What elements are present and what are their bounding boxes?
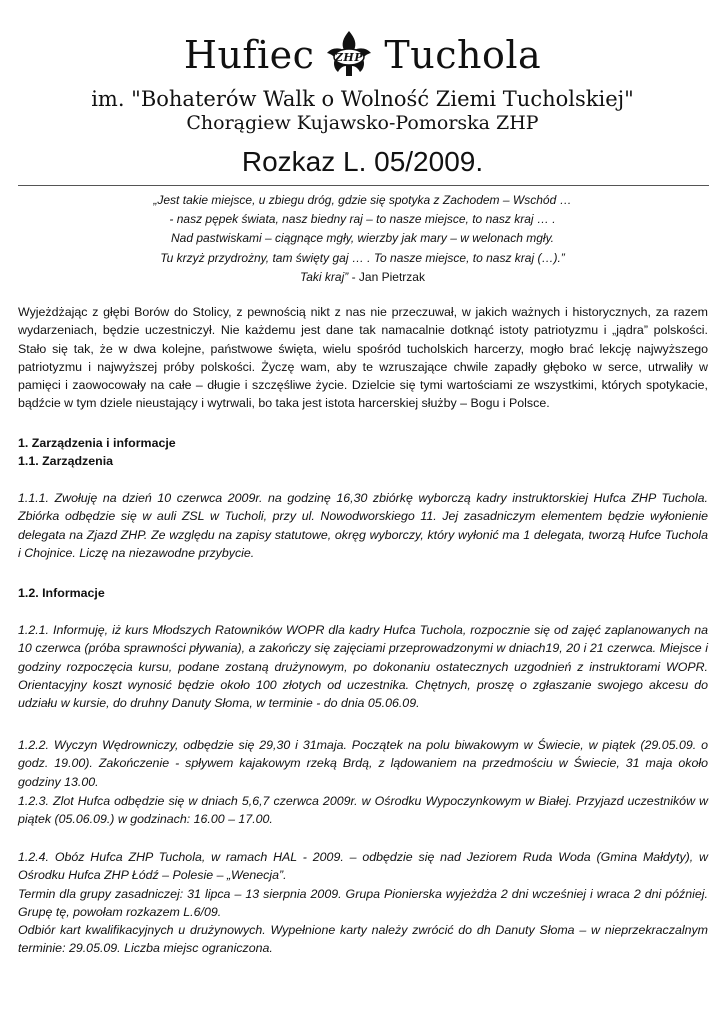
motto-line: - nasz pępek świata, nasz biedny raj – to nasze miejsce, to nasz kraj … . — [169, 212, 556, 227]
section-1-heading — [18, 434, 708, 471]
intro-text: Wyjeżdżając z głębi Borów do Stolicy, z pewnością nikt z nas nie przeczuwał, w jakich ważnych i historycznych, za razem wydarzeniach, będzie uczestniczył. Nie każdemu jest dane tak namacalnie dotknąć istoty patriotyzmu i „jądra” polskości. Stało się tak, że w dwa kolejne, państwowe święta, wielu spośród tucholskich harcerzy, mogło brać lekcję najwyższego patriotyzmu i najwyższej próby polskości. Życzę wam, aby te wzruszające chwile zapadły głęboko w serce, utrwaliły w pamięci i zaowocowały na całe – długie i szczęśliwe życie. Dzielcie się tymi wartościami ze wszystkimi, których spotykacie, bądźcie w tym dziele nieustający i wytrwali, bo taka jest istota harcerskiej służby – Bogu i Polsce. — [18, 305, 708, 411]
item-text: 1.2.4. Obóz Hufca ZHP Tuchola, w ramach HAL - 2009. – odbędzie się nad Jeziorem Ruda Woda (Gmina Małdyty), w Ośrodku Hufca ZHP Łódź – Polesie – „Wenecja”. — [18, 850, 708, 883]
item-1-2-3 — [18, 792, 708, 829]
item-1-2-4 — [18, 848, 708, 958]
intro-paragraph — [18, 303, 708, 413]
letterhead-title — [0, 28, 725, 82]
letterhead-subtitle-patron: im. "Bohaterów Walk o Wolność Ziemi Tucholskiej" — [91, 87, 634, 111]
letterhead — [0, 28, 725, 134]
item-text: 1.2.2. Wyczyn Wędrowniczy, odbędzie się 29,30 i 31maja. Początek na polu biwakowym w Świecie, w piątek (29.05.09. o godz. 19.00). Zakończenie - spływem kajakowym rzeką Brdą, z lądowaniem na przedmościu w Świecie, 31 maja około godziny 13.00. — [18, 738, 708, 789]
item-text: Odbiór kart kwalifikacyjnych u drużynowych. Wypełnione karty należy zwrócić do dh Danuty Słoma – w nieprzekraczalnym terminie: 29.05.09. Liczba miejsc ograniczona. — [18, 923, 708, 956]
motto-quote — [0, 191, 725, 287]
zhp-emblem-icon — [322, 28, 376, 82]
motto-line: Tu krzyż przydrożny, tam święty gaj … . To nasze miejsce, to nasz kraj (…).” — [160, 250, 565, 265]
motto-line-last — [0, 268, 725, 287]
motto-author: - Jan Pietrzak — [348, 269, 425, 284]
item-1-1-1 — [18, 489, 708, 562]
section-heading: 1. Zarządzenia i informacje — [18, 436, 176, 450]
letterhead-title-left: Hufiec — [183, 33, 315, 77]
motto-closing: Taki kraj” — [300, 269, 349, 284]
svg-text:ZHP: ZHP — [335, 51, 364, 64]
item-text: 1.2.1. Informuję, iż kurs Młodszych Ratowników WOPR dla kadry Hufca Tuchola, rozpocznie się od zajęć zaplanowanych na 10 czerwca (próba sprawności pływania), a zakończy się zajęciami przeprowadzonymi w dniach19, 20 i 21 czerwca. Miejsce i godziny rozpoczęcia kursu, podane zostaną drużynowym, po dokonaniu ostatecznych uzgodnień z instruktorami WOPR. Orientacyjny koszt wynosić będzie około 100 złotych od uczestnika. Chętnych, proszę o zgłaszanie swojego akcesu do udziału w kursie, do druhny Danuty Słoma, w terminie - do dnia 05.06.09. — [18, 623, 708, 711]
title-divider — [18, 185, 709, 186]
subsection-heading-zarzadzenia: 1.1. Zarządzenia — [18, 454, 114, 469]
order-title: Rozkaz L. 05/2009. — [241, 146, 484, 177]
item-text: 1.1.1. Zwołuję na dzień 10 czerwca 2009r. na godzinę 16,30 zbiórkę wyborczą kadry instruktorskiej Hufca ZHP Tuchola. Zbiórka odbędzie się w auli ZSL w Tucholi, przy ul. Nowodworskiego 11. Jej zasadniczym elementem będzie wyłonienie delegata na Zjazd ZHP. Ze względu na zapisy statutowe, okręg wyborczy, który wyłonić ma 1 delegata, tworzą Hufce Tuchola i Chojnice. Liczę na niezawodne przybycie. — [18, 491, 708, 560]
motto-line: „Jest takie miejsce, u zbiegu dróg, gdzie się spotyka z Zachodem – Wschód … — [153, 193, 572, 207]
item-1-2-2 — [18, 736, 708, 791]
item-text: Termin dla grupy zasadniczej: 31 lipca – 13 sierpnia 2009. Grupa Pionierska wyjeżdża 2 dni wcześniej i wraca 2 dni później. Grupę tę, powołam rozkazem L.6/09. — [18, 886, 708, 919]
subsection-heading-informacje: 1.2. Informacje — [18, 586, 105, 600]
item-1-2-1 — [18, 621, 708, 712]
item-text: 1.2.3. Zlot Hufca odbędzie się w dniach 5,6,7 czerwca 2009r. w Ośrodku Wypoczynkowym w Białej. Przyjazd uczestników w piątek (05.06.09.) w godzinach: 16.00 – 17.00. — [18, 794, 708, 827]
motto-line: Nad pastwiskami – ciągnące mgły, wierzby jak mary – w welonach mgły. — [170, 231, 555, 246]
letterhead-subtitle-region: Chorągiew Kujawsko-Pomorska ZHP — [186, 112, 539, 134]
letterhead-title-right: Tuchola — [384, 33, 542, 77]
